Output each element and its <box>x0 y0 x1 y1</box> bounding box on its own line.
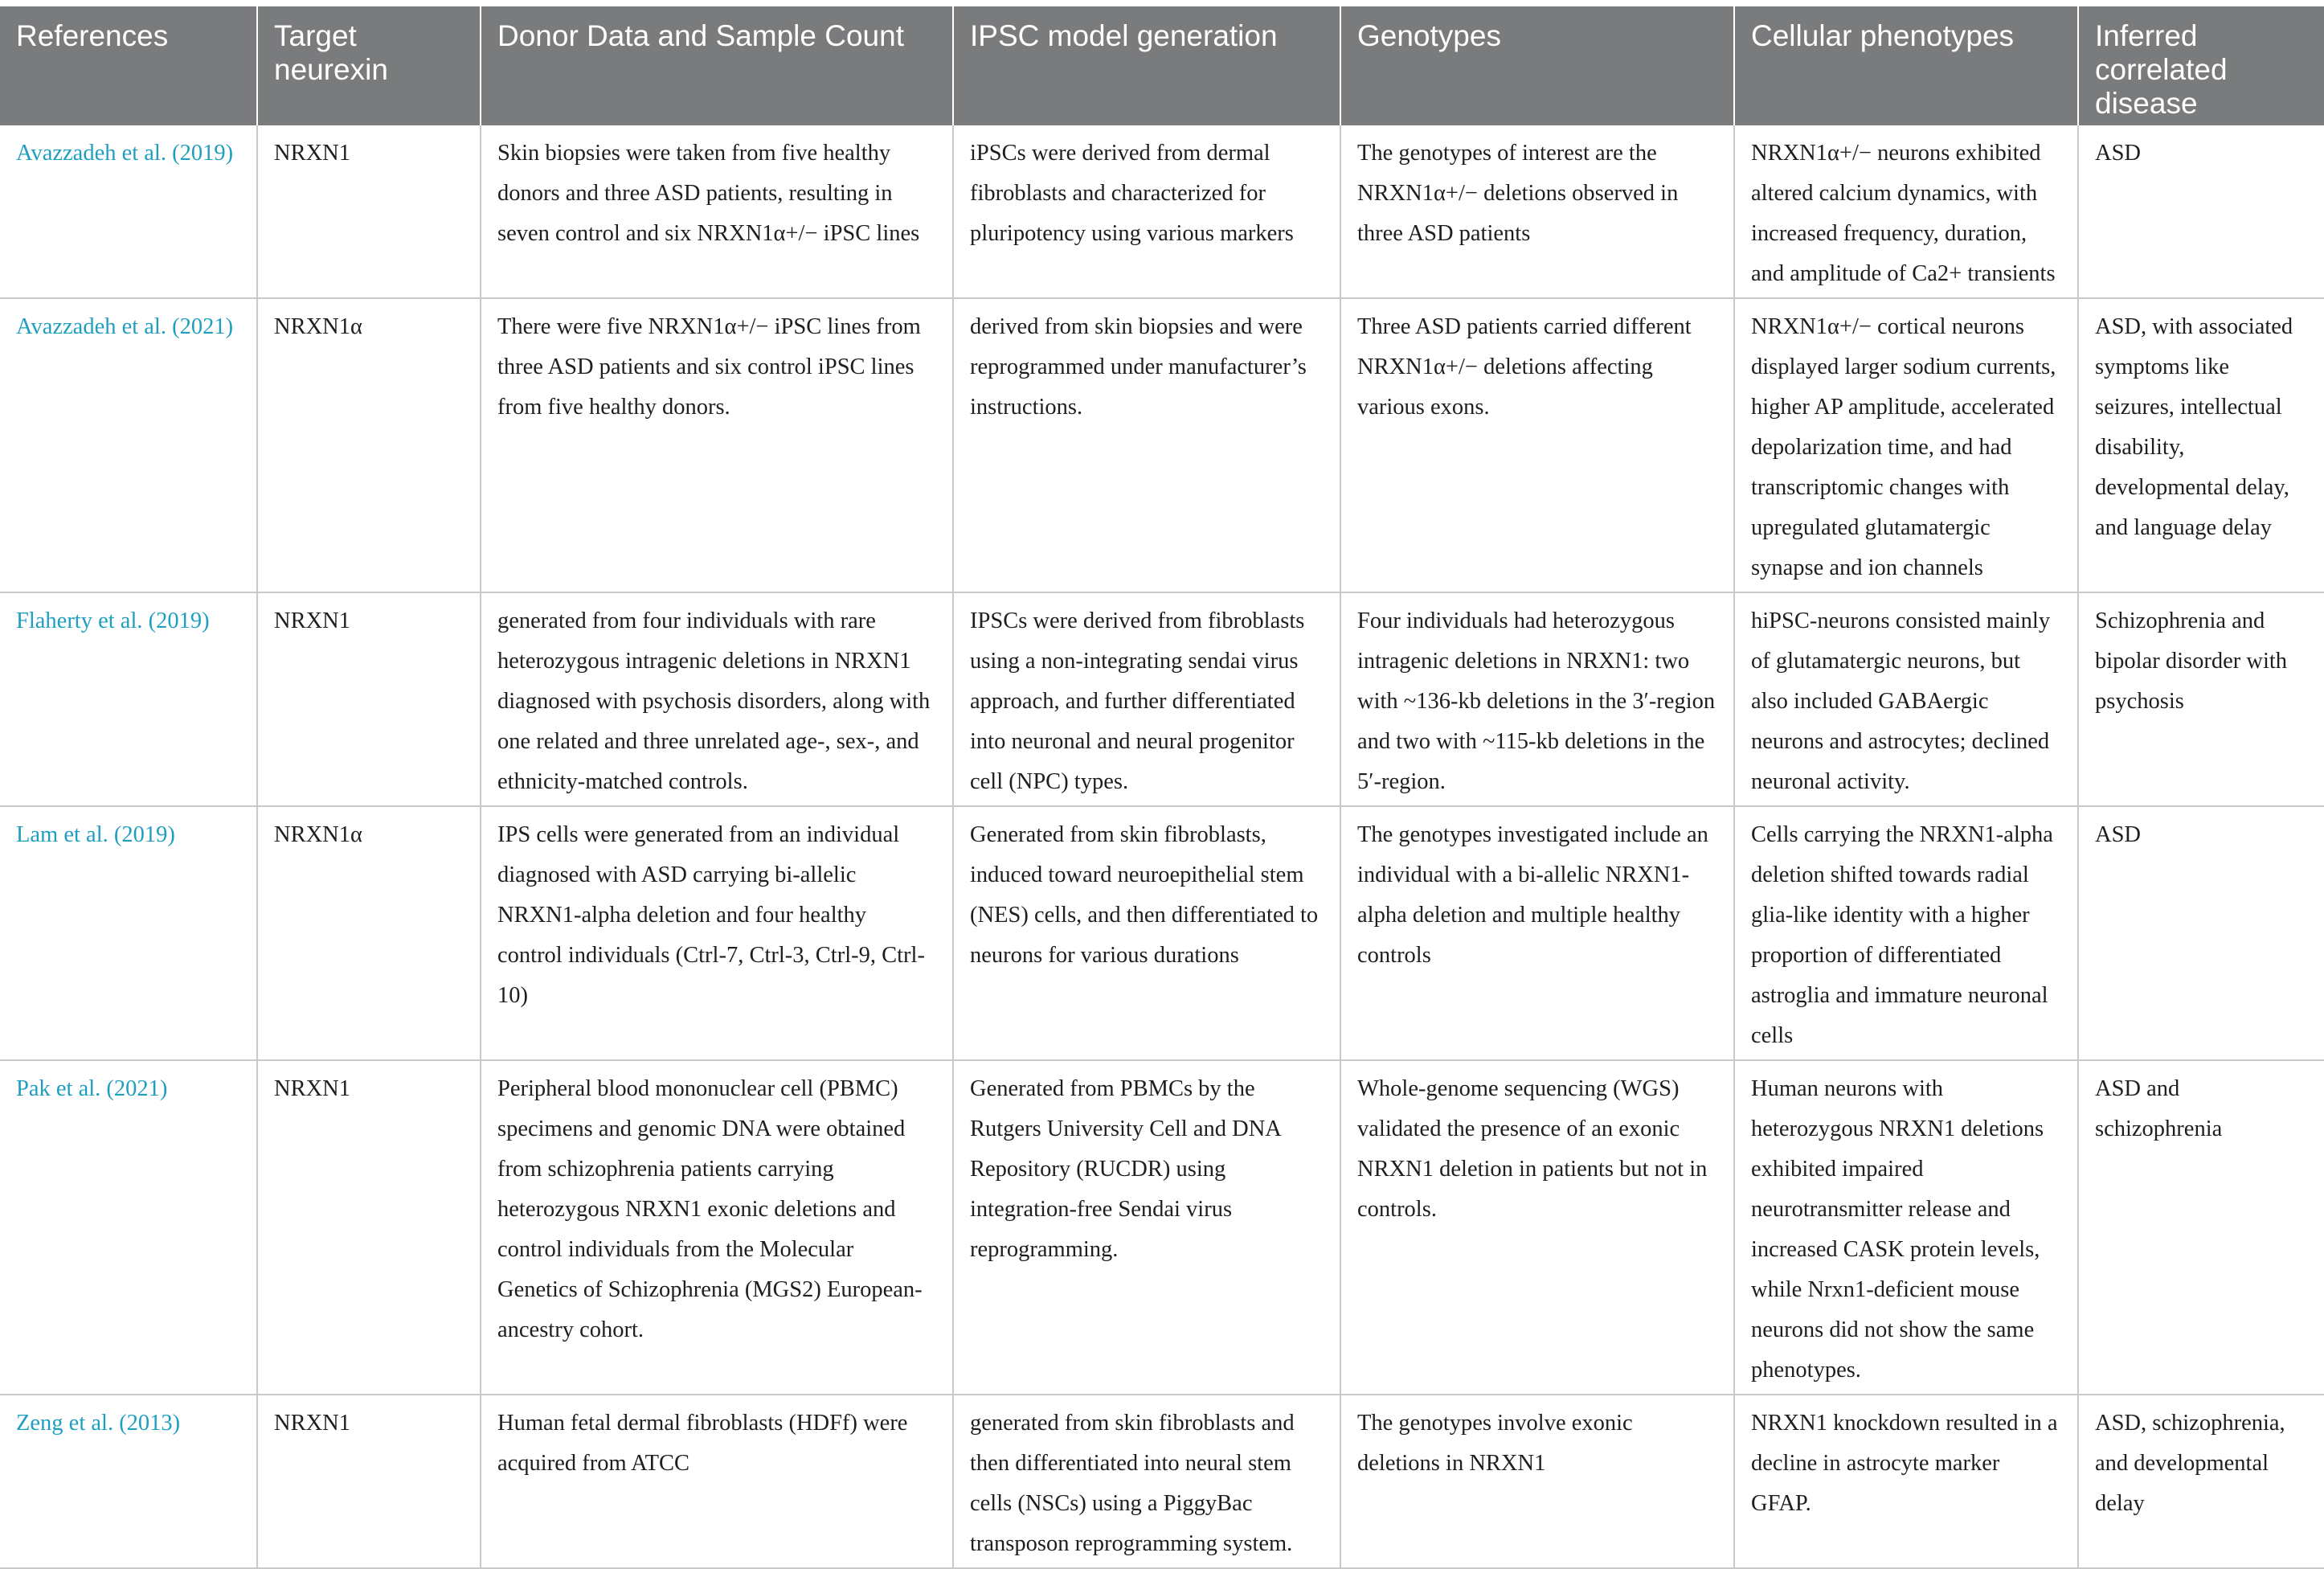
disease-cell: ASD <box>2078 125 2324 298</box>
ipsc-cell: Generated from PBMCs by the Rutgers University Cell and DNA Repository (RUCDR) using integration-free Sendai virus reprogramming. <box>953 1060 1340 1395</box>
table-row <box>0 1060 2324 1395</box>
target-cell: NRXN1α <box>257 298 481 592</box>
donor-cell: IPS cells were generated from an individual diagnosed with ASD carrying bi-allelic NRXN1-alpha deletion and four healthy control individuals (Ctrl-7, Ctrl-3, Ctrl-9, Ctrl-10) <box>481 806 953 1060</box>
ipsc-cell: generated from skin fibroblasts and then differentiated into neural stem cells (NSCs) using a PiggyBac transposon reprogramming system. <box>953 1395 1340 1568</box>
disease-cell: ASD and schizophrenia <box>2078 1060 2324 1395</box>
genotypes-cell: Four individuals had heterozygous intragenic deletions in NRXN1: two with ~136-kb deletions in the 3′-region and two with ~115-kb deletions in the 5′-region. <box>1340 592 1734 806</box>
phenotypes-cell: Cells carrying the NRXN1-alpha deletion shifted towards radial glia-like identity with a higher proportion of differentiated astroglia and immature neuronal cells <box>1734 806 2078 1060</box>
disease-cell: ASD, schizophrenia, and developmental delay <box>2078 1395 2324 1568</box>
table-row <box>0 125 2324 298</box>
reference-link[interactable]: Avazzadeh et al. (2019) <box>0 125 257 298</box>
reference-link[interactable]: Flaherty et al. (2019) <box>0 592 257 806</box>
target-cell: NRXN1 <box>257 1060 481 1395</box>
reference-link[interactable]: Avazzadeh et al. (2021) <box>0 298 257 592</box>
target-cell: NRXN1 <box>257 1395 481 1568</box>
reference-link[interactable]: Lam et al. (2019) <box>0 806 257 1060</box>
genotypes-cell: Whole-genome sequencing (WGS) validated the presence of an exonic NRXN1 deletion in patients but not in controls. <box>1340 1060 1734 1395</box>
neurexin-ipsc-table <box>0 6 2324 1569</box>
phenotypes-cell: NRXN1α+/− neurons exhibited altered calcium dynamics, with increased frequency, duration, and amplitude of Ca2+ transients <box>1734 125 2078 298</box>
ipsc-cell: Generated from skin fibroblasts, induced toward neuroepithelial stem (NES) cells, and then differentiated to neurons for various durations <box>953 806 1340 1060</box>
disease-cell: ASD <box>2078 806 2324 1060</box>
header-row <box>0 6 2324 125</box>
target-cell: NRXN1α <box>257 806 481 1060</box>
genotypes-cell: The genotypes of interest are the NRXN1α+/− deletions observed in three ASD patients <box>1340 125 1734 298</box>
disease-cell: Schizophrenia and bipolar disorder with psychosis <box>2078 592 2324 806</box>
header-genotypes: Genotypes <box>1340 6 1734 125</box>
phenotypes-cell: hiPSC-neurons consisted mainly of glutamatergic neurons, but also included GABAergic neurons and astrocytes; declined neuronal activity. <box>1734 592 2078 806</box>
table-row <box>0 1395 2324 1568</box>
genotypes-cell: The genotypes involve exonic deletions in NRXN1 <box>1340 1395 1734 1568</box>
table-row <box>0 806 2324 1060</box>
reference-link[interactable]: Zeng et al. (2013) <box>0 1395 257 1568</box>
ipsc-cell: IPSCs were derived from fibroblasts using a non-integrating sendai virus approach, and further differentiated into neuronal and neural progenitor cell (NPC) types. <box>953 592 1340 806</box>
table-row <box>0 592 2324 806</box>
target-cell: NRXN1 <box>257 592 481 806</box>
genotypes-cell: Three ASD patients carried different NRXN1α+/− deletions affecting various exons. <box>1340 298 1734 592</box>
table-header <box>0 6 2324 125</box>
phenotypes-cell: NRXN1α+/− cortical neurons displayed larger sodium currents, higher AP amplitude, accelerated depolarization time, and had transcriptomic changes with upregulated glutamatergic synapse and ion channels <box>1734 298 2078 592</box>
donor-cell: Peripheral blood mononuclear cell (PBMC) specimens and genomic DNA were obtained from schizophrenia patients carrying heterozygous NRXN1 exonic deletions and control individuals from the Molecular Genetics of Schizophrenia (MGS2) European-ancestry cohort. <box>481 1060 953 1395</box>
table-body <box>0 125 2324 1568</box>
target-cell: NRXN1 <box>257 125 481 298</box>
phenotypes-cell: NRXN1 knockdown resulted in a decline in astrocyte marker GFAP. <box>1734 1395 2078 1568</box>
header-cellular-phenotypes: Cellular phenotypes <box>1734 6 2078 125</box>
header-references: References <box>0 6 257 125</box>
disease-cell: ASD, with associated symptoms like seizures, intellectual disability, developmental delay, and language delay <box>2078 298 2324 592</box>
ipsc-cell: derived from skin biopsies and were reprogrammed under manufacturer’s instructions. <box>953 298 1340 592</box>
donor-cell: generated from four individuals with rare heterozygous intragenic deletions in NRXN1 diagnosed with psychosis disorders, along with one related and three unrelated age-, sex-, and ethnicity-matched controls. <box>481 592 953 806</box>
donor-cell: There were five NRXN1α+/− iPSC lines from three ASD patients and six control iPSC lines from five healthy donors. <box>481 298 953 592</box>
donor-cell: Human fetal dermal fibroblasts (HDFf) were acquired from ATCC <box>481 1395 953 1568</box>
table-row <box>0 298 2324 592</box>
header-ipsc-model: IPSC model generation <box>953 6 1340 125</box>
reference-link[interactable]: Pak et al. (2021) <box>0 1060 257 1395</box>
header-target-neurexin: Target neurexin <box>257 6 481 125</box>
donor-cell: Skin biopsies were taken from five healthy donors and three ASD patients, resulting in seven control and six NRXN1α+/− iPSC lines <box>481 125 953 298</box>
ipsc-cell: iPSCs were derived from dermal fibroblasts and characterized for pluripotency using various markers <box>953 125 1340 298</box>
header-donor-data: Donor Data and Sample Count <box>481 6 953 125</box>
phenotypes-cell: Human neurons with heterozygous NRXN1 deletions exhibited impaired neurotransmitter release and increased CASK protein levels, while Nrxn1-deficient mouse neurons did not show the same phenotypes. <box>1734 1060 2078 1395</box>
genotypes-cell: The genotypes investigated include an individual with a bi-allelic NRXN1-alpha deletion and multiple healthy controls <box>1340 806 1734 1060</box>
header-inferred-disease: Inferred correlated disease <box>2078 6 2324 125</box>
